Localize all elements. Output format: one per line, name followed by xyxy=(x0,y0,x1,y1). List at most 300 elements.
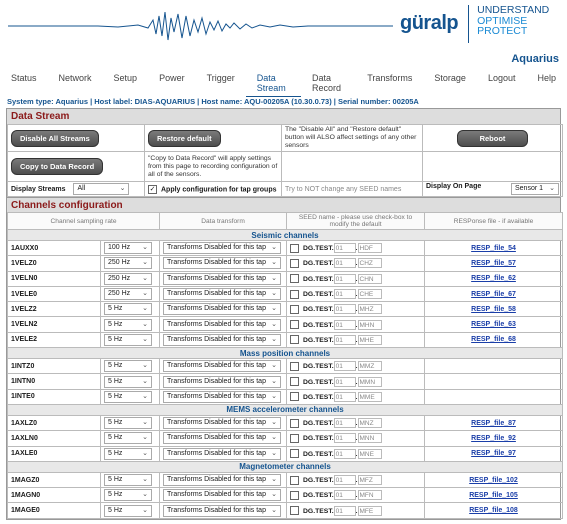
data-transform-value: Transforms Disabled for this tap xyxy=(167,419,266,427)
seed-separator: . xyxy=(355,321,358,329)
cell xyxy=(101,374,160,389)
cell xyxy=(287,256,425,271)
data-transform-value: Transforms Disabled for this tap xyxy=(167,434,266,442)
channel-name: 1MAGZ0 xyxy=(8,472,101,487)
chevron-down-icon: ⌄ xyxy=(142,392,148,400)
data-transform-select[interactable] xyxy=(163,474,281,486)
cell xyxy=(160,241,287,256)
nav-transforms[interactable]: Transforms xyxy=(367,73,413,83)
cell xyxy=(425,302,563,317)
channel-name: 1INTN0 xyxy=(8,374,101,389)
response-file-link[interactable]: RESP_file_57 xyxy=(471,259,516,267)
data-transform-select[interactable] xyxy=(163,257,281,269)
seed-channel-input[interactable]: MME xyxy=(358,392,382,402)
data-transform-value: Transforms Disabled for this tap xyxy=(167,274,266,282)
cell xyxy=(287,503,425,518)
sampling-rate-select[interactable] xyxy=(104,391,152,403)
channel-name: 1MAGN0 xyxy=(8,488,101,503)
seed-prefix: DG.TEST. xyxy=(303,378,334,386)
seed-edit-checkbox[interactable] xyxy=(290,320,299,329)
channel-name: 1INTZ0 xyxy=(8,359,101,374)
seed-location-input[interactable]: 01 xyxy=(334,490,356,500)
seed-location-input[interactable]: 01 xyxy=(334,258,356,268)
seed-edit-checkbox[interactable] xyxy=(290,259,299,268)
cell xyxy=(101,256,160,271)
chevron-down-icon: ⌄ xyxy=(119,185,126,192)
chevron-down-icon: ⌄ xyxy=(271,320,278,328)
seed-location-input[interactable]: 01 xyxy=(334,418,356,428)
response-file-link[interactable]: RESP_file_63 xyxy=(471,321,516,329)
seed-prefix: DG.TEST. xyxy=(303,306,334,314)
cell xyxy=(160,488,287,503)
seed-prefix: DG.TEST. xyxy=(303,321,334,329)
channel-group-title: Mass position channels xyxy=(8,348,563,359)
sampling-rate-select[interactable] xyxy=(104,376,152,388)
cell xyxy=(287,271,425,286)
seed-edit-checkbox[interactable] xyxy=(290,244,299,253)
sampling-rate-select[interactable] xyxy=(104,288,152,300)
seed-prefix: DG.TEST. xyxy=(303,290,334,298)
channel-name: 1AXLN0 xyxy=(8,431,101,446)
chevron-down-icon: ⌄ xyxy=(271,305,278,313)
channel-row xyxy=(8,332,563,347)
seed-channel-input[interactable]: MHE xyxy=(358,335,382,345)
nav-power[interactable]: Power xyxy=(159,73,185,83)
channels-header-row xyxy=(8,213,563,230)
channel-row xyxy=(8,472,563,487)
cell xyxy=(101,389,160,404)
sampling-rate-select[interactable] xyxy=(104,319,152,331)
data-transform-value: Transforms Disabled for this tap xyxy=(167,335,266,343)
seed-channel-input[interactable]: MFN xyxy=(358,490,382,500)
seed-location-input[interactable]: 01 xyxy=(334,433,356,443)
chevron-down-icon: ⌄ xyxy=(271,434,278,442)
cell xyxy=(425,271,563,286)
chevron-down-icon: ⌄ xyxy=(142,259,148,267)
channel-row xyxy=(8,431,563,446)
seed-edit-checkbox[interactable] xyxy=(290,377,299,386)
display-streams-select[interactable] xyxy=(73,183,129,195)
data-transform-select[interactable] xyxy=(163,432,281,444)
header xyxy=(0,0,567,65)
reboot-button[interactable]: Reboot xyxy=(457,130,529,147)
chevron-down-icon: ⌄ xyxy=(271,335,278,343)
sampling-rate-select[interactable] xyxy=(104,448,152,460)
chevron-down-icon: ⌄ xyxy=(271,362,278,370)
seed-location-input[interactable]: 01 xyxy=(334,335,356,345)
cell xyxy=(160,503,287,518)
seed-prefix: DG.TEST. xyxy=(303,393,334,401)
seed-channel-input[interactable]: CHN xyxy=(358,274,382,284)
channel-name: 1AXLE0 xyxy=(8,446,101,461)
nav-trigger[interactable]: Trigger xyxy=(206,73,235,83)
cell xyxy=(287,488,425,503)
data-transform-value: Transforms Disabled for this tap xyxy=(167,244,266,252)
response-file-link[interactable]: RESP_file_68 xyxy=(471,336,516,344)
cell xyxy=(425,256,563,271)
cell xyxy=(425,241,563,256)
cell xyxy=(160,286,287,301)
data-transform-select[interactable] xyxy=(163,391,281,403)
cell xyxy=(287,431,425,446)
sampling-rate-value: 5 Hz xyxy=(108,419,123,427)
chevron-down-icon: ⌄ xyxy=(142,377,148,385)
cell xyxy=(425,446,563,461)
data-transform-select[interactable] xyxy=(163,273,281,285)
channel-row xyxy=(8,286,563,301)
seed-edit-checkbox[interactable] xyxy=(290,274,299,283)
channel-row xyxy=(8,317,563,332)
seed-channel-input[interactable]: MFE xyxy=(358,506,382,516)
response-file-link[interactable]: RESP_file_102 xyxy=(469,476,518,484)
seed-prefix: DG.TEST. xyxy=(303,419,334,427)
sampling-rate-value: 5 Hz xyxy=(108,434,123,442)
data-transform-value: Transforms Disabled for this tap xyxy=(167,506,266,514)
cell xyxy=(160,389,287,404)
cell xyxy=(101,302,160,317)
response-file-link[interactable]: RESP_file_67 xyxy=(471,290,516,298)
cell xyxy=(160,374,287,389)
seed-edit-checkbox[interactable] xyxy=(290,476,299,485)
tagline-line-1: UNDERSTAND xyxy=(477,4,550,16)
cell xyxy=(287,302,425,317)
cell xyxy=(425,374,563,389)
channel-name: 1VELN2 xyxy=(8,317,101,332)
channel-row xyxy=(8,256,563,271)
cell xyxy=(160,302,287,317)
chevron-down-icon: ⌄ xyxy=(142,362,148,370)
seed-edit-checkbox[interactable] xyxy=(290,362,299,371)
sampling-rate-value: 100 Hz xyxy=(108,244,131,252)
sampling-rate-select[interactable] xyxy=(104,417,152,429)
nav-logout[interactable]: Logout xyxy=(487,73,516,83)
data-transform-select[interactable] xyxy=(163,288,281,300)
sampling-rate-select[interactable] xyxy=(104,273,152,285)
data-transform-select[interactable] xyxy=(163,448,281,460)
cell xyxy=(101,332,160,347)
data-transform-select[interactable] xyxy=(163,303,281,315)
channel-group-row xyxy=(8,461,563,472)
channel-row xyxy=(8,415,563,430)
channel-name: 1INTE0 xyxy=(8,389,101,404)
seed-edit-checkbox[interactable] xyxy=(290,305,299,314)
cell xyxy=(282,182,423,197)
data-transform-select[interactable] xyxy=(163,417,281,429)
data-transform-value: Transforms Disabled for this tap xyxy=(167,305,266,313)
seed-edit-checkbox[interactable] xyxy=(290,506,299,515)
data-transform-select[interactable] xyxy=(163,242,281,254)
section-title-data-stream: Data Stream xyxy=(7,109,560,124)
sampling-rate-select[interactable] xyxy=(104,242,152,254)
seed-location-input[interactable]: 01 xyxy=(334,506,356,516)
sampling-rate-select[interactable] xyxy=(104,334,152,346)
nav-storage[interactable]: Storage xyxy=(434,73,466,83)
seed-location-input[interactable]: 01 xyxy=(334,243,356,253)
data-transform-select[interactable] xyxy=(163,319,281,331)
channels-table xyxy=(7,212,563,519)
data-transform-value: Transforms Disabled for this tap xyxy=(167,377,266,385)
seed-edit-checkbox[interactable] xyxy=(290,434,299,443)
chevron-down-icon: ⌄ xyxy=(271,506,278,514)
seed-channel-input[interactable]: CHE xyxy=(358,289,382,299)
chevron-down-icon: ⌄ xyxy=(271,377,278,385)
seed-location-input[interactable]: 01 xyxy=(334,274,356,284)
cell xyxy=(425,488,563,503)
data-transform-value: Transforms Disabled for this tap xyxy=(167,392,266,400)
content-panel xyxy=(6,108,561,520)
apply-tap-groups-checkbox[interactable]: ✓ xyxy=(149,185,156,193)
seed-location-input[interactable]: 01 xyxy=(334,320,356,330)
disable-all-streams-button[interactable]: Disable All Streams xyxy=(11,130,99,147)
cell xyxy=(425,332,563,347)
response-file-link[interactable]: RESP_file_58 xyxy=(471,305,516,313)
nav-data-stream[interactable]: Data Stream xyxy=(246,73,301,97)
response-file-link[interactable]: RESP_file_62 xyxy=(471,275,516,283)
sampling-rate-select[interactable] xyxy=(104,489,152,501)
channel-name: 1VELZ2 xyxy=(8,302,101,317)
header-sampling-rate: Channel sampling rate xyxy=(8,213,160,230)
seed-separator: . xyxy=(355,419,358,427)
apply-tap-groups-label: Apply configuration for tap groups xyxy=(161,185,277,193)
response-file-link[interactable]: RESP_file_105 xyxy=(469,491,518,499)
seed-channel-input[interactable]: MFZ xyxy=(358,475,382,485)
channel-group-title: Seismic channels xyxy=(8,230,563,241)
sampling-rate-value: 250 Hz xyxy=(108,274,131,282)
cell xyxy=(287,374,425,389)
cell xyxy=(101,472,160,487)
cell xyxy=(160,256,287,271)
cell xyxy=(101,415,160,430)
cell xyxy=(423,152,563,182)
seed-location-input[interactable]: 01 xyxy=(334,449,356,459)
chevron-down-icon: ⌄ xyxy=(142,320,148,328)
seed-separator: . xyxy=(355,435,358,443)
cell xyxy=(425,431,563,446)
channel-group-row xyxy=(8,348,563,359)
cell xyxy=(101,359,160,374)
seismic-waveform-graphic xyxy=(8,6,393,46)
chevron-down-icon: ⌄ xyxy=(271,491,278,499)
header-response-file: RESPonse file - if available xyxy=(425,213,563,230)
seed-prefix: DG.TEST. xyxy=(303,363,334,371)
channel-name: 1VELN0 xyxy=(8,271,101,286)
seed-separator: . xyxy=(355,450,358,458)
channel-name: 1VELE0 xyxy=(8,286,101,301)
seed-edit-checkbox[interactable] xyxy=(290,491,299,500)
cell xyxy=(287,241,425,256)
response-file-link[interactable]: RESP_file_54 xyxy=(471,244,516,252)
cell xyxy=(101,271,160,286)
chevron-down-icon: ⌄ xyxy=(271,290,278,298)
seed-channel-input[interactable]: HDF xyxy=(358,243,382,253)
sampling-rate-select[interactable] xyxy=(104,505,152,517)
channel-row xyxy=(8,446,563,461)
channel-row xyxy=(8,374,563,389)
data-stream-controls xyxy=(7,124,563,197)
seed-location-input[interactable]: 01 xyxy=(334,361,356,371)
display-streams-value: All xyxy=(77,185,86,192)
seed-prefix: DG.TEST. xyxy=(303,492,334,500)
seed-separator: . xyxy=(355,275,358,283)
chevron-down-icon: ⌄ xyxy=(142,290,148,298)
seed-separator: . xyxy=(355,378,358,386)
cell xyxy=(101,488,160,503)
restore-default-button[interactable]: Restore default xyxy=(148,130,221,147)
chevron-down-icon: ⌄ xyxy=(142,506,148,514)
seed-channel-input[interactable]: MHZ xyxy=(358,304,382,314)
seed-separator: . xyxy=(355,507,358,515)
seed-location-input[interactable]: 01 xyxy=(334,304,356,314)
channel-row xyxy=(8,488,563,503)
seed-prefix: DG.TEST. xyxy=(303,260,334,268)
chevron-down-icon: ⌄ xyxy=(142,449,148,457)
chevron-down-icon: ⌄ xyxy=(271,419,278,427)
seed-edit-checkbox[interactable] xyxy=(290,419,299,428)
cell xyxy=(287,317,425,332)
seed-prefix: DG.TEST. xyxy=(303,244,334,252)
sampling-rate-select[interactable] xyxy=(104,360,152,372)
seed-channel-input[interactable]: CHZ xyxy=(358,258,382,268)
chevron-down-icon: ⌄ xyxy=(271,259,278,267)
cell xyxy=(282,152,423,182)
cell xyxy=(101,446,160,461)
cell xyxy=(101,317,160,332)
cell xyxy=(425,389,563,404)
response-file-link[interactable]: RESP_file_92 xyxy=(471,434,516,442)
nav-setup[interactable]: Setup xyxy=(113,73,138,83)
sampling-rate-value: 5 Hz xyxy=(108,377,123,385)
channel-row xyxy=(8,241,563,256)
copy-to-data-record-button[interactable]: Copy to Data Record xyxy=(11,158,103,175)
data-transform-select[interactable] xyxy=(163,334,281,346)
seed-separator: . xyxy=(355,336,358,344)
data-transform-select[interactable] xyxy=(163,505,281,517)
cell xyxy=(287,472,425,487)
data-transform-value: Transforms Disabled for this tap xyxy=(167,491,266,499)
cell xyxy=(145,152,282,182)
display-on-page-label: Display On Page xyxy=(426,183,482,190)
sampling-rate-value: 5 Hz xyxy=(108,320,123,328)
seed-channel-input[interactable]: MNN xyxy=(358,433,382,443)
sampling-rate-value: 5 Hz xyxy=(108,506,123,514)
nav-data-record[interactable]: Data Record xyxy=(312,73,342,93)
channel-group-row xyxy=(8,404,563,415)
seed-location-input[interactable]: 01 xyxy=(334,289,356,299)
seed-channel-input[interactable]: MHN xyxy=(358,320,382,330)
tagline-line-2: OPTIMISE xyxy=(477,14,528,27)
cell xyxy=(160,415,287,430)
chevron-down-icon: ⌄ xyxy=(549,185,555,192)
seed-warning: Try to NOT change any SEED names xyxy=(285,185,402,193)
display-streams-label: Display Streams xyxy=(11,185,66,193)
seed-channel-input[interactable]: MNE xyxy=(358,449,382,459)
cell xyxy=(425,286,563,301)
cell xyxy=(287,332,425,347)
cell xyxy=(101,241,160,256)
response-file-link[interactable]: RESP_file_108 xyxy=(469,507,518,515)
cell xyxy=(425,359,563,374)
seed-prefix: DG.TEST. xyxy=(303,450,334,458)
chevron-down-icon: ⌄ xyxy=(271,274,278,282)
tagline xyxy=(477,5,549,37)
sampling-rate-value: 5 Hz xyxy=(108,476,123,483)
sampling-rate-select[interactable] xyxy=(104,432,152,444)
seed-location-input[interactable]: 01 xyxy=(334,392,356,402)
sampling-rate-select[interactable] xyxy=(104,303,152,315)
seed-edit-checkbox[interactable] xyxy=(290,449,299,458)
channel-name: 1VELZ0 xyxy=(8,256,101,271)
cell xyxy=(160,431,287,446)
data-transform-value: Transforms Disabled for this tap xyxy=(167,449,266,457)
cell xyxy=(160,332,287,347)
cell xyxy=(160,472,287,487)
nav-network[interactable]: Network xyxy=(58,73,92,83)
sampling-rate-value: 5 Hz xyxy=(108,491,123,499)
chevron-down-icon: ⌄ xyxy=(142,476,148,483)
data-transform-select[interactable] xyxy=(163,376,281,388)
cell xyxy=(145,182,282,197)
chevron-down-icon: ⌄ xyxy=(271,449,278,457)
response-file-link[interactable]: RESP_file_87 xyxy=(471,419,516,427)
cell xyxy=(8,125,145,152)
cell xyxy=(287,286,425,301)
data-transform-select[interactable] xyxy=(163,489,281,501)
sampling-rate-value: 5 Hz xyxy=(108,392,123,400)
cell xyxy=(287,359,425,374)
seed-channel-input[interactable]: MNZ xyxy=(358,418,382,428)
sampling-rate-select[interactable] xyxy=(104,257,152,269)
channel-row xyxy=(8,503,563,518)
cell xyxy=(160,317,287,332)
cell xyxy=(423,125,563,152)
sampling-rate-value: 5 Hz xyxy=(108,449,123,457)
seed-prefix: DG.TEST. xyxy=(303,336,334,344)
guralp-logo: güralp xyxy=(400,12,459,34)
data-transform-select[interactable] xyxy=(163,360,281,372)
cell xyxy=(425,503,563,518)
nav-status[interactable]: Status xyxy=(11,73,37,83)
seed-channel-input[interactable]: MMZ xyxy=(358,361,382,371)
cell xyxy=(101,286,160,301)
seed-edit-checkbox[interactable] xyxy=(290,290,299,299)
cell xyxy=(287,446,425,461)
sampling-rate-value: 5 Hz xyxy=(108,305,123,313)
channel-row xyxy=(8,389,563,404)
cell xyxy=(423,182,563,197)
sampling-rate-value: 250 Hz xyxy=(108,259,131,267)
sampling-rate-select[interactable] xyxy=(104,474,152,486)
seed-prefix: DG.TEST. xyxy=(303,476,334,484)
seed-channel-input[interactable]: MMN xyxy=(358,377,382,387)
seed-separator: . xyxy=(355,476,358,484)
seed-location-input[interactable]: 01 xyxy=(334,377,356,387)
nav-help[interactable]: Help xyxy=(537,73,556,83)
channel-group-row xyxy=(8,230,563,241)
data-transform-value: Transforms Disabled for this tap xyxy=(167,290,266,298)
chevron-down-icon: ⌄ xyxy=(142,244,148,252)
seed-prefix: DG.TEST. xyxy=(303,275,334,283)
seed-edit-checkbox[interactable] xyxy=(290,392,299,401)
response-file-link[interactable]: RESP_file_97 xyxy=(471,450,516,458)
section-title-channels: Channels configuration xyxy=(7,197,560,212)
display-on-page-select[interactable] xyxy=(511,183,559,195)
seed-edit-checkbox[interactable] xyxy=(290,335,299,344)
sampling-rate-value: 250 Hz xyxy=(108,290,131,298)
logo-divider xyxy=(468,5,469,43)
channel-name: 1AXLZ0 xyxy=(8,415,101,430)
seed-separator: . xyxy=(355,363,358,371)
seed-location-input[interactable]: 01 xyxy=(334,475,356,485)
